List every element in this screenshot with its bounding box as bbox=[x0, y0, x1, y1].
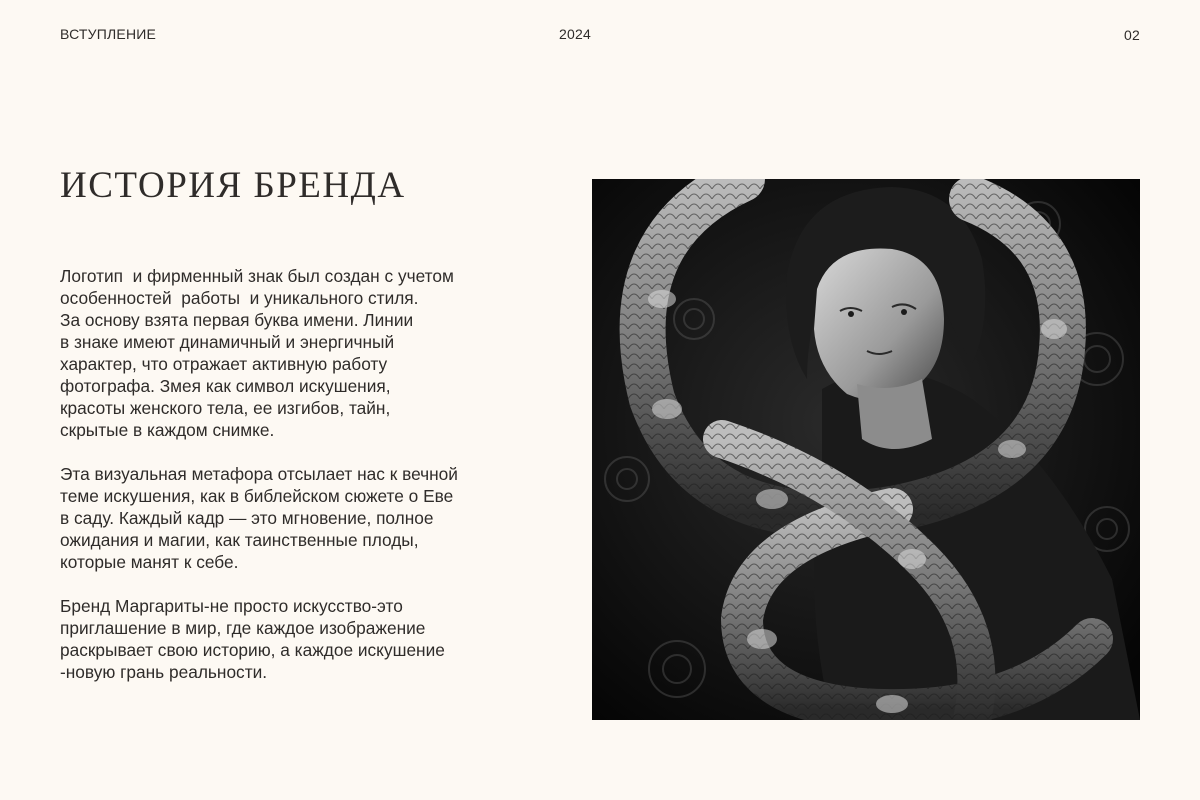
page-number: 02 bbox=[1124, 27, 1140, 43]
text-line: За основу взята первая буква имени. Линии bbox=[60, 310, 414, 330]
paragraph bbox=[60, 265, 550, 441]
body-text bbox=[60, 265, 550, 705]
page-title: ИСТОРИЯ БРЕНДА bbox=[60, 165, 406, 206]
text-line: Эта визуальная метафора отсылает нас к вечной bbox=[60, 464, 458, 484]
text-line: фотографа. Змея как символ искушения, bbox=[60, 376, 391, 396]
text-line: особенностей работы и уникального стиля. bbox=[60, 288, 419, 308]
woman-with-snake-photo bbox=[592, 179, 1140, 720]
paragraph bbox=[60, 595, 550, 683]
text-line: -новую грань реальности. bbox=[60, 662, 268, 682]
text-line: Бренд Маргариты-не просто искусство-это bbox=[60, 596, 403, 616]
text-line: скрытые в каждом снимке. bbox=[60, 420, 275, 440]
text-line: ожидания и магии, как таинственные плоды, bbox=[60, 530, 419, 550]
year-label: 2024 bbox=[559, 26, 591, 42]
text-line: характер, что отражает активную работу bbox=[60, 354, 388, 374]
text-line: красоты женского тела, ее изгибов, тайн, bbox=[60, 398, 391, 418]
paragraph bbox=[60, 463, 550, 573]
text-line: которые манят к себе. bbox=[60, 552, 239, 572]
text-line: в саду. Каждый кадр — это мгновение, полное bbox=[60, 508, 434, 528]
text-line: Логотип и фирменный знак был создан с учетом bbox=[60, 266, 454, 286]
section-label: ВСТУПЛЕНИЕ bbox=[60, 26, 157, 42]
text-line: в знаке имеют динамичный и энергичный bbox=[60, 332, 395, 352]
text-line: раскрывает свою историю, а каждое искушение bbox=[60, 640, 445, 660]
text-line: теме искушения, как в библейском сюжете о Еве bbox=[60, 486, 454, 506]
text-line: приглашение в мир, где каждое изображение bbox=[60, 618, 426, 638]
